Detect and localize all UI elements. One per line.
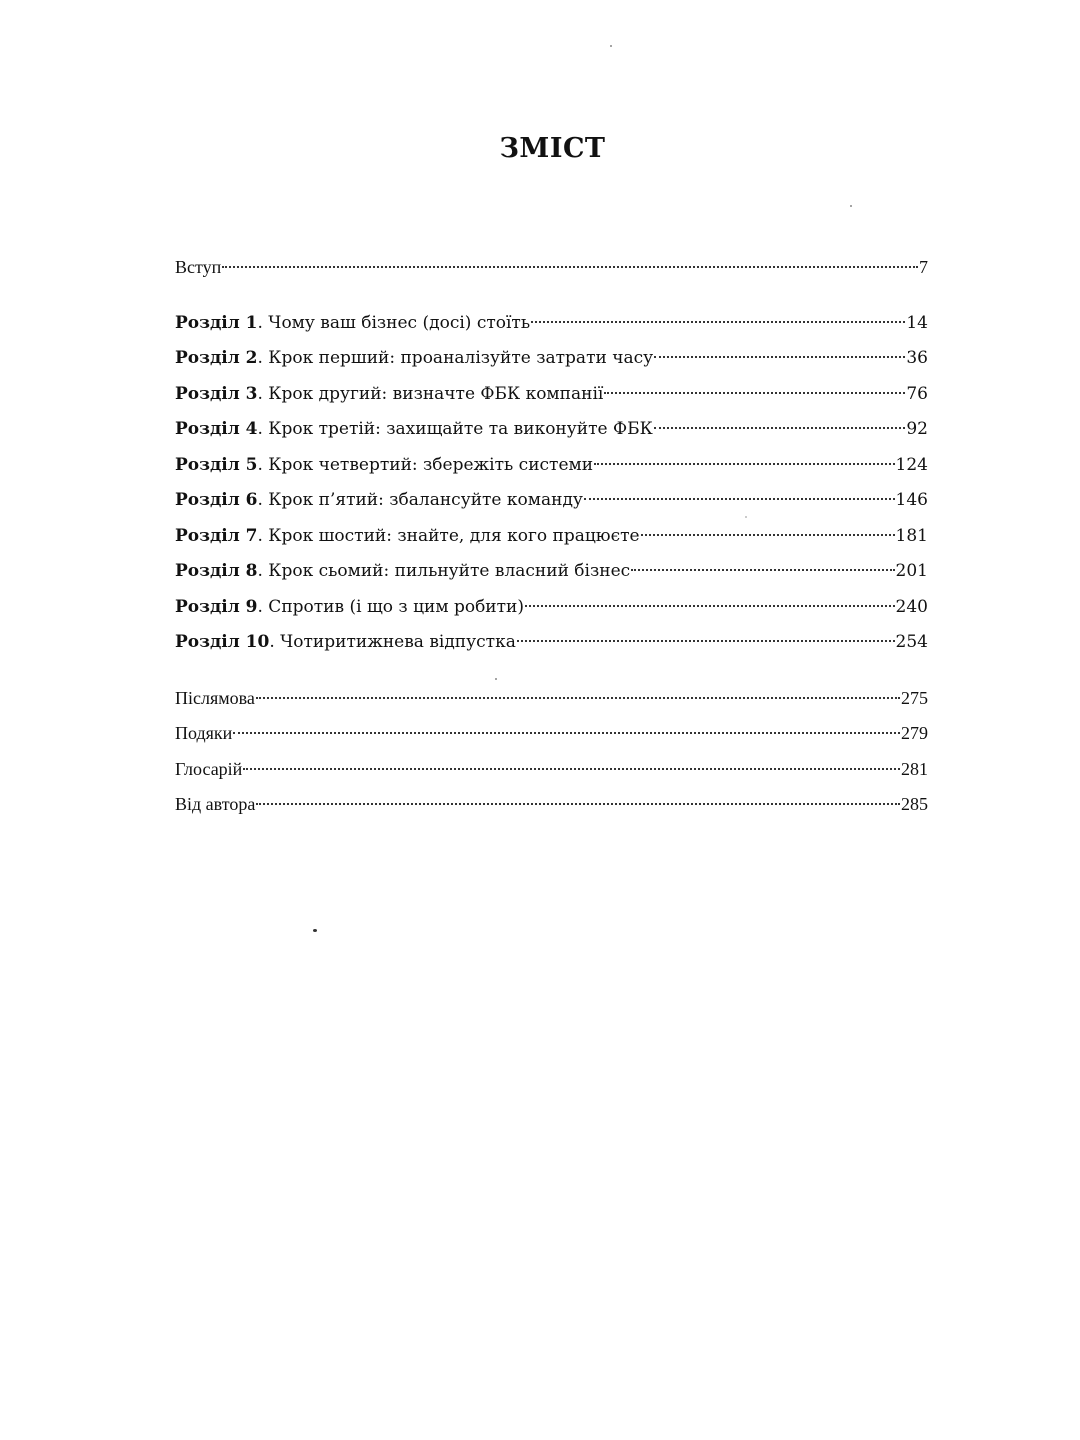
chapter-number: Розділ 1 [175, 312, 258, 333]
toc-entry-label [175, 519, 640, 555]
dot-leader [631, 569, 894, 571]
chapter-title: . Крок перший: проаналізуйте затрати часу [257, 348, 654, 368]
toc-entry-chapter-3[interactable] [175, 377, 928, 413]
dot-leader [641, 534, 895, 536]
toc-intro-group [175, 250, 928, 286]
toc-chapters-group [175, 306, 928, 661]
dot-leader [531, 321, 905, 323]
toc-entry-label [175, 625, 516, 661]
toc-entry-page: 201 [895, 561, 928, 581]
chapter-title: . Крок четвертий: збережіть системи [257, 454, 594, 475]
dot-leader [525, 605, 895, 607]
toc-entry-page: 124 [895, 454, 928, 475]
toc-entry-page: 254 [895, 632, 928, 652]
toc-entry-page: 14 [906, 312, 928, 333]
chapter-title: . Крок сьомий: пильнуйте власний бізнес [257, 561, 631, 581]
toc-entry-label [175, 554, 630, 590]
dot-leader [604, 392, 905, 394]
chapter-number: Розділ 3 [175, 383, 258, 404]
chapter-number: Розділ 5 [175, 454, 258, 475]
toc-entry-chapter-9[interactable] [175, 590, 928, 626]
scan-speck [495, 678, 497, 680]
dot-leader [243, 768, 900, 770]
toc-entry-label [175, 483, 583, 519]
dot-leader [654, 356, 905, 358]
toc-entry-label [175, 341, 653, 377]
toc-entry-page: 275 [901, 687, 928, 708]
chapter-number: Розділ 2 [175, 348, 258, 368]
toc-entry-page: 285 [901, 794, 928, 814]
dot-leader [654, 427, 906, 429]
chapter-title: . Крок шостий: знайте, для кого працюєте [257, 525, 640, 546]
toc-entry-label: Від автора [175, 794, 256, 814]
chapter-title: . Чотиритижнева відпустка [269, 632, 516, 652]
toc-entry-glossary[interactable] [175, 752, 928, 788]
chapter-title: . Спротив (і що з цим робити) [257, 596, 525, 617]
dot-leader [222, 266, 918, 268]
toc-entry-page: 279 [901, 723, 928, 743]
toc-entry-chapter-8[interactable] [175, 554, 928, 590]
toc-entry-label: Післямова [175, 687, 255, 708]
chapter-number: Розділ 4 [175, 419, 258, 439]
toc-entry-page: 36 [906, 348, 928, 368]
toc-entry-label [175, 377, 603, 413]
toc-entry-chapter-4[interactable] [175, 412, 928, 448]
chapter-title: . Крок п’ятий: збалансуйте команду [257, 490, 583, 510]
toc-entry-chapter-5[interactable] [175, 448, 928, 484]
toc-entry-label: Глосарій [175, 758, 243, 779]
toc-entry-page: 146 [895, 490, 928, 510]
toc-entry-chapter-6[interactable] [175, 483, 928, 519]
toc-entry-chapter-1[interactable] [175, 306, 928, 342]
toc-entry-label [175, 590, 524, 626]
dot-leader [233, 732, 900, 734]
toc-entry-intro[interactable] [175, 250, 928, 286]
table-of-contents [175, 250, 928, 823]
toc-entry-page: 281 [901, 758, 928, 779]
dot-leader [256, 697, 900, 699]
chapter-number: Розділ 9 [175, 596, 258, 617]
scan-speck [745, 516, 747, 518]
toc-entry-chapter-2[interactable] [175, 341, 928, 377]
page-title: ЗМІСТ [499, 133, 606, 164]
toc-back-matter-group [175, 681, 928, 823]
toc-entry-chapter-10[interactable] [175, 625, 928, 661]
toc-entry-label [175, 448, 593, 484]
dot-leader [584, 498, 895, 500]
toc-entry-label: Подяки [175, 723, 233, 743]
scan-speck [850, 205, 852, 207]
toc-entry-label: Вступ [175, 257, 222, 277]
toc-entry-chapter-7[interactable] [175, 519, 928, 555]
chapter-number: Розділ 8 [175, 561, 258, 581]
chapter-title: . Крок третій: захищайте та виконуйте ФБК [257, 419, 653, 439]
toc-entry-page: 181 [895, 525, 928, 546]
toc-entry-page: 240 [895, 596, 928, 617]
chapter-number: Розділ 6 [175, 490, 258, 510]
toc-entry-acknowledgements[interactable] [175, 716, 928, 752]
scan-speck [313, 929, 317, 932]
toc-entry-label [175, 306, 530, 342]
toc-entry-page: 7 [919, 257, 928, 277]
toc-entry-page: 92 [906, 419, 928, 439]
dot-leader [256, 803, 900, 805]
toc-entry-page: 76 [906, 383, 928, 404]
toc-entry-label [175, 412, 653, 448]
chapter-title: . Чому ваш бізнес (досі) стоїть [257, 312, 531, 333]
chapter-number: Розділ 7 [175, 525, 258, 546]
scan-speck [610, 45, 612, 47]
chapter-number: Розділ 10 [175, 632, 270, 652]
dot-leader [517, 640, 895, 642]
toc-entry-from-author[interactable] [175, 787, 928, 823]
chapter-title: . Крок другий: визначте ФБК компанії [257, 383, 604, 404]
toc-entry-afterword[interactable] [175, 681, 928, 717]
dot-leader [594, 463, 894, 465]
